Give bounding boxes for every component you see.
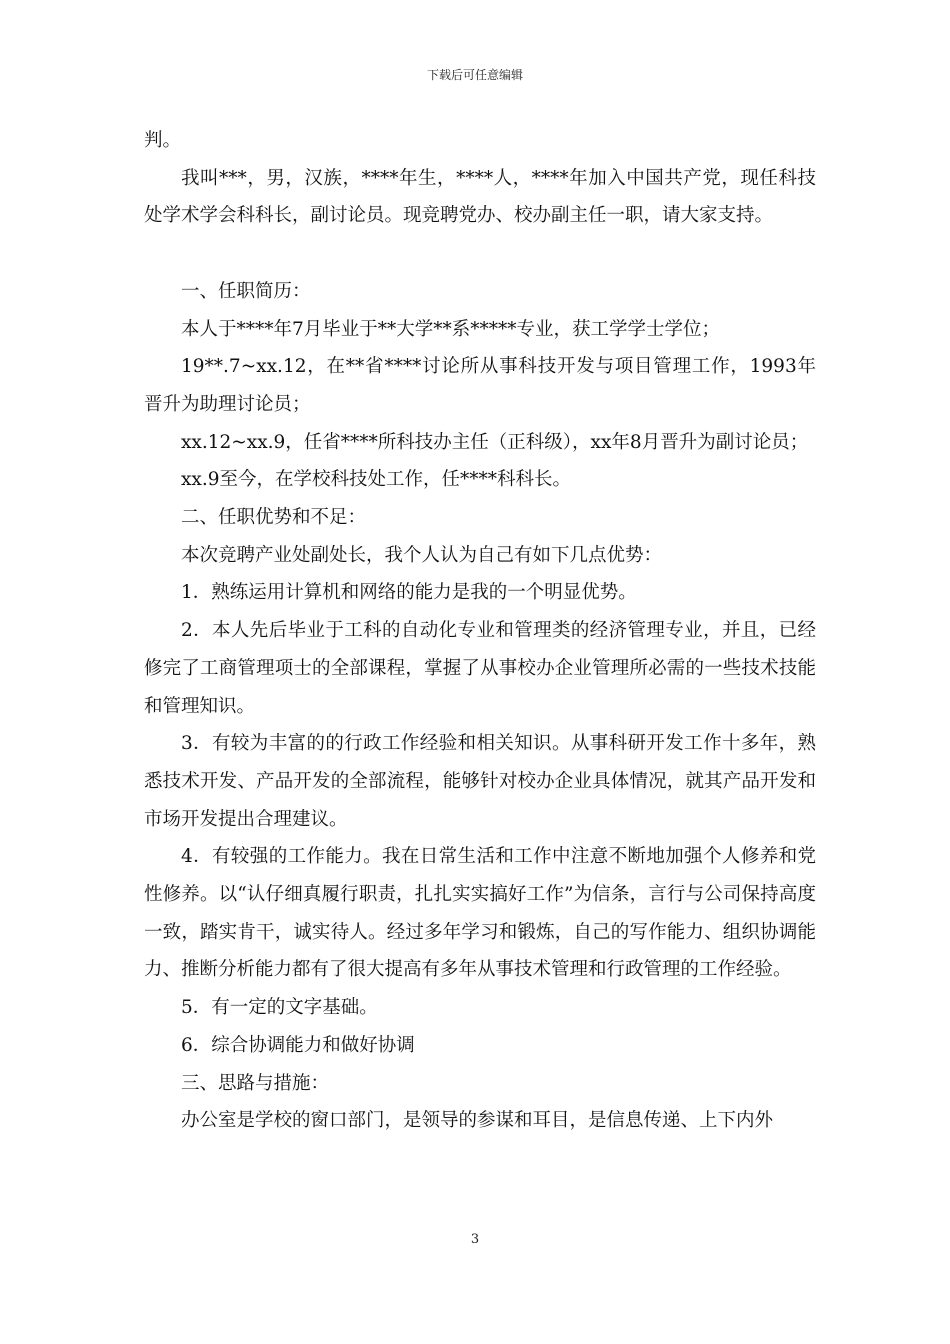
page-number: 3 — [470, 1232, 480, 1247]
list-item-4: 4．有较强的工作能力。我在日常生活和工作中注意不断地加强个人修养和党性修养。以“认仔细真履行职责，扎扎实实搞好工作”为信条，言行与公司保持高度一致，踏实肯干，诚实待人。经过多年学习和锻炼，自己的写作能力、组织协调能力、推断分析能力都有了很大提高有多年从事技术管理和行政管理的工作经验。 — [144, 846, 816, 981]
paragraph-work-1: 19**.7~xx.12，在**省****讨论所从事科技开发与项目管理工作，1993年晋升为助理讨论员； — [144, 356, 816, 415]
document-body — [144, 122, 816, 1140]
paragraph-continuation: 判。 — [144, 130, 182, 151]
list-item-2: 2．本人先后毕业于工科的自动化专业和管理类的经济管理专业，并且，已经修完了工商管理项士的全部课程，掌握了从事校办企业管理所必需的一些技术技能和管理知识。 — [144, 620, 816, 717]
section-heading-measures: 三、思路与措施： — [181, 1072, 330, 1094]
list-item-6: 6．综合协调能力和做好协调 — [181, 1034, 415, 1056]
list-item-1: 1．熟练运用计算机和网络的能力是我的一个明显优势。 — [181, 582, 637, 604]
page-header: 下载后可任意编辑 — [426, 68, 523, 82]
section-heading-resume: 一、任职简历： — [181, 280, 311, 302]
paragraph-self-intro: 我叫***，男，汉族，****年生，****人，****年加入中国共产党，现任科技处学术学会科科长，副讨论员。现竞聘党办、校办副主任一职，请大家支持。 — [144, 167, 816, 227]
list-item-5: 5．有一定的文字基础。 — [181, 997, 378, 1019]
section-heading-strengths: 二、任职优势和不足： — [181, 507, 367, 529]
list-item-3: 3．有较为丰富的的行政工作经验和相关知识。从事科研开发工作十多年，熟悉技术开发、产品开发的全部流程，能够针对校办企业具体情况，就其产品开发和市场开发提出合理建议。 — [144, 733, 816, 830]
paragraph-work-2: xx.12~xx.9，任省****所科技办主任（正科级），xx年8月晋升为副讨论员； — [181, 431, 809, 453]
paragraph-work-3: xx.9至今，在学校科技处工作，任****科科长。 — [181, 469, 572, 491]
blank-line — [144, 235, 816, 273]
paragraph-strengths-intro: 本次竞聘产业处副处长，我个人认为自己有如下几点优势： — [181, 544, 663, 566]
paragraph-education: 本人于****年7月毕业于**大学**系*****专业，获工学学士学位； — [181, 318, 721, 340]
paragraph-office-role: 办公室是学校的窗口部门，是领导的参谋和耳目，是信息传递、上下内外 — [181, 1110, 774, 1132]
